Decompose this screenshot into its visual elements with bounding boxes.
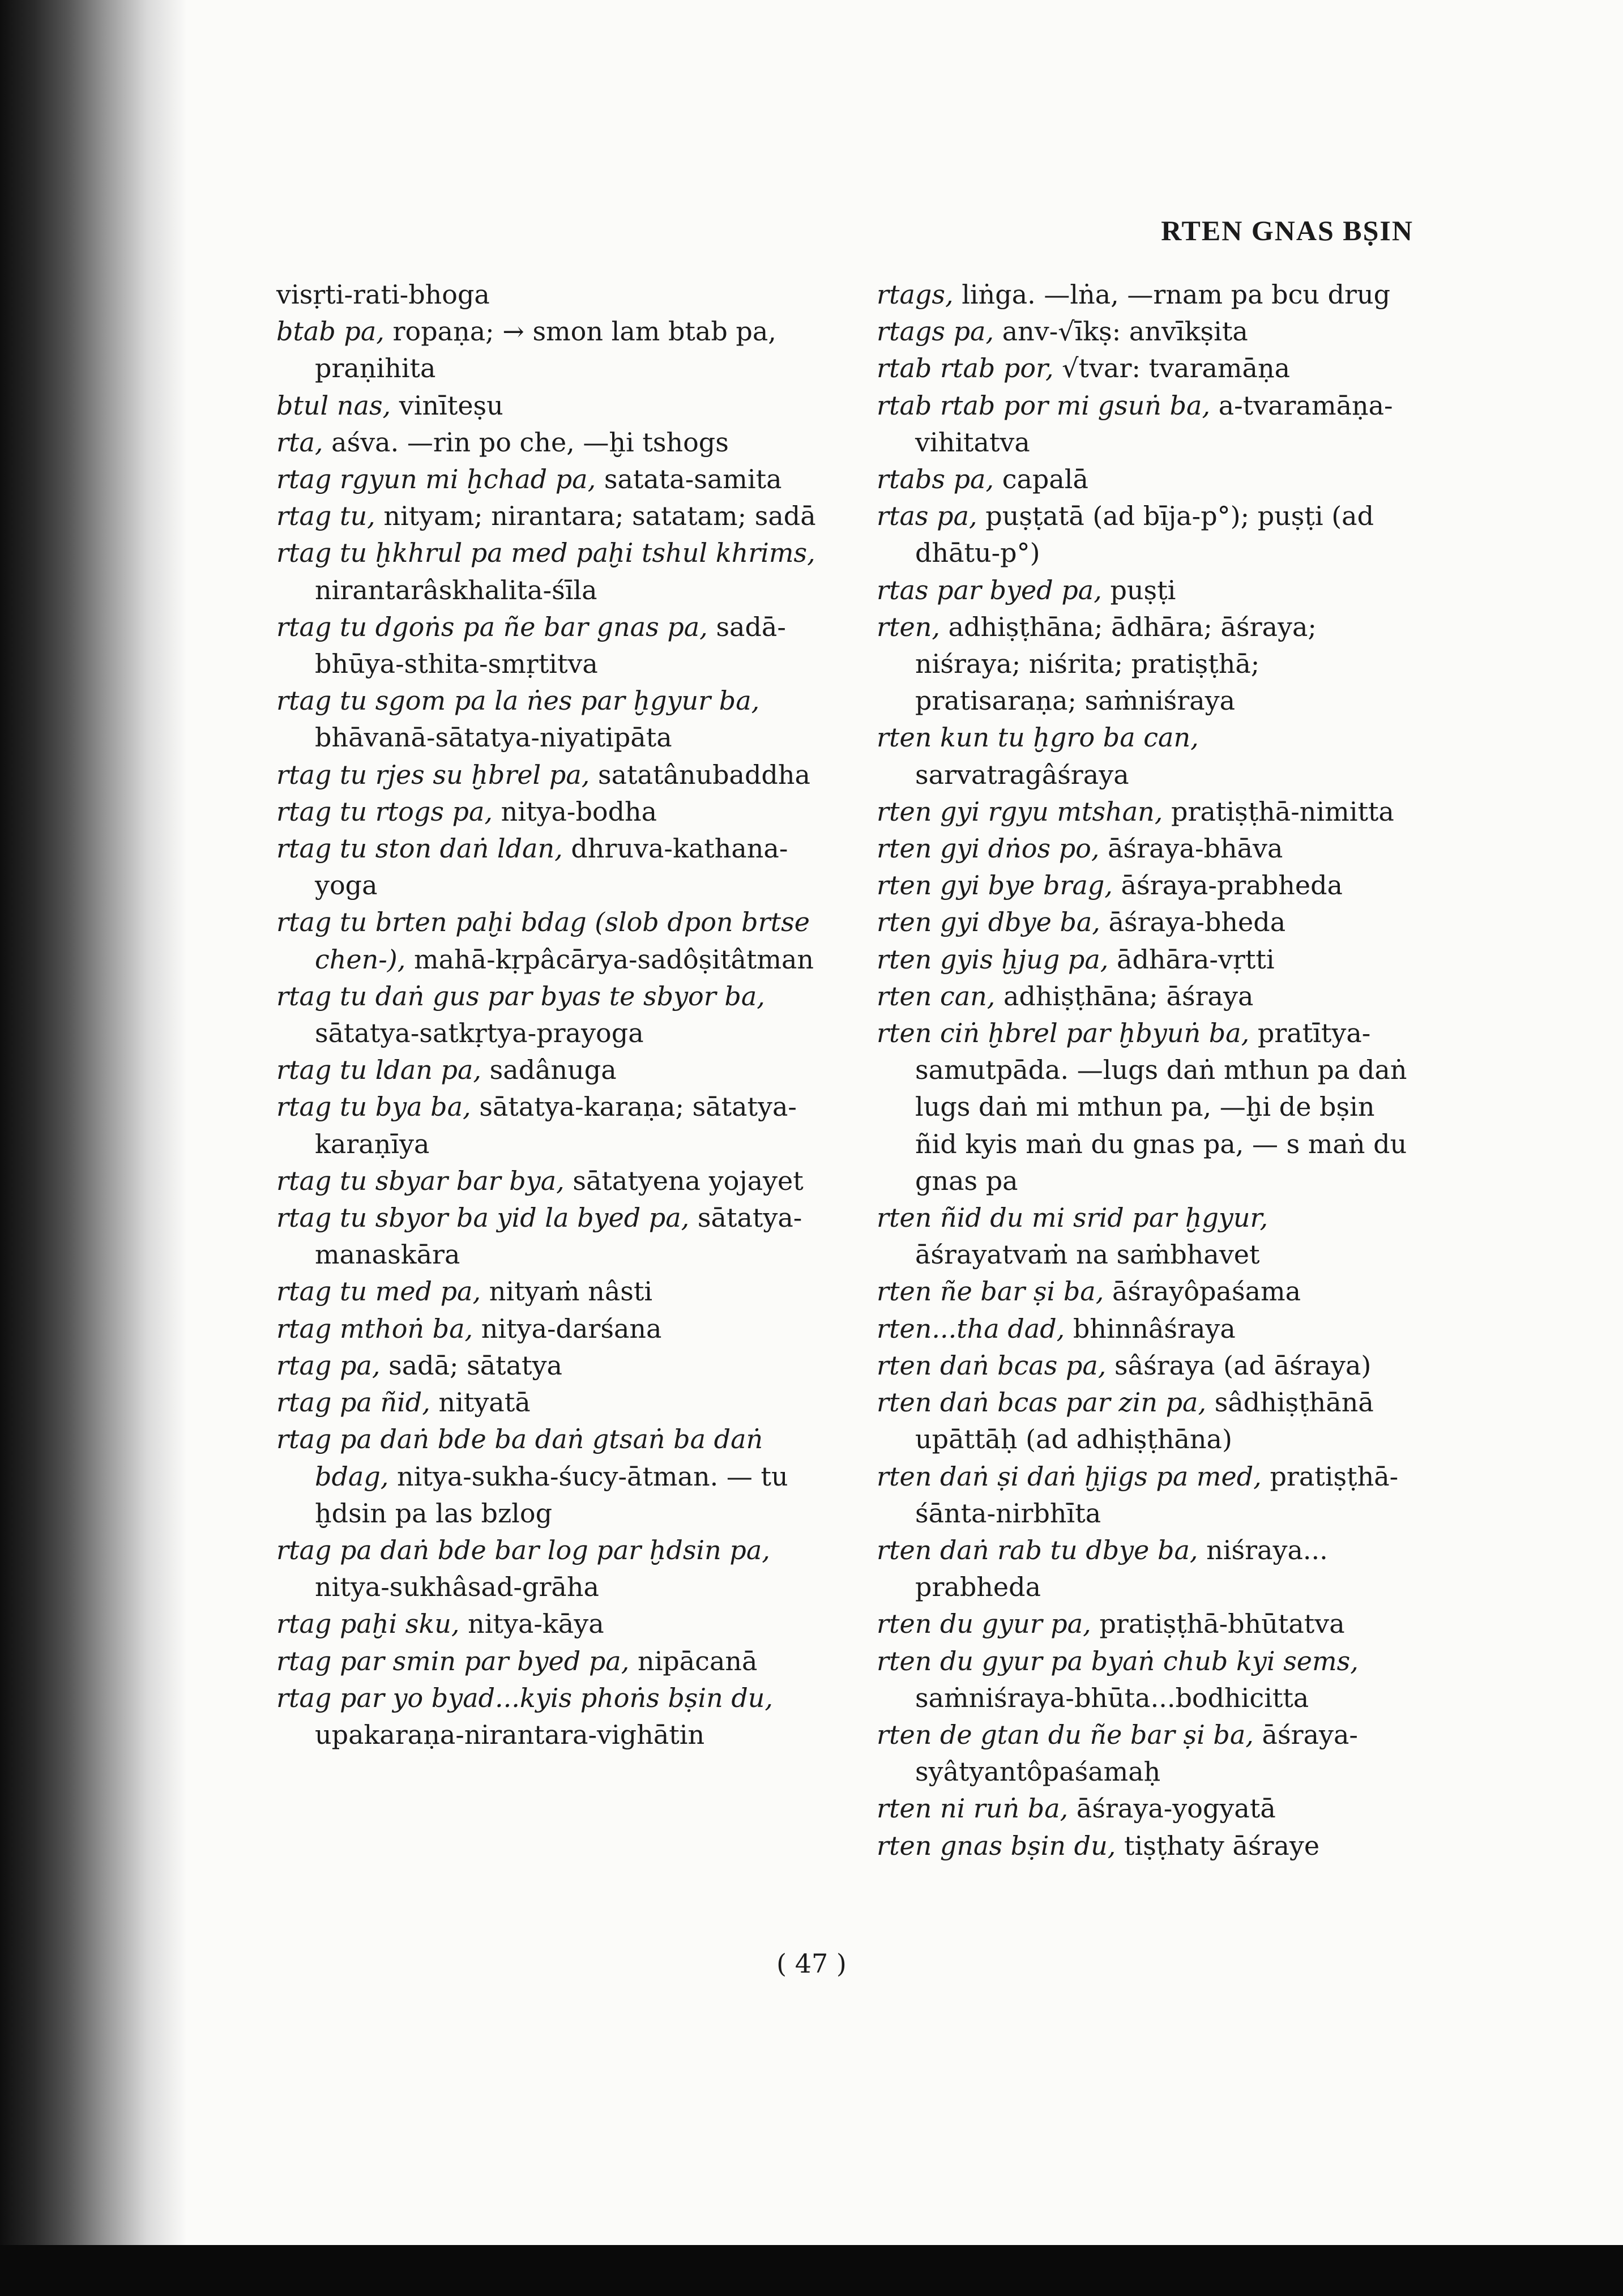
entry-term: rten, <box>877 611 940 642</box>
entry-gloss: nityaṁ nâsti <box>489 1276 653 1307</box>
dictionary-entry <box>877 609 1420 720</box>
entry-term: rtag mthoṅ ba, <box>276 1313 473 1344</box>
entry-gloss: sadânuga <box>489 1055 617 1086</box>
entry-gloss: bhinnâśraya <box>1073 1313 1236 1344</box>
dictionary-entry <box>877 1790 1420 1827</box>
entry-gloss: bhāvanā-sātatya-niyatipāta <box>315 722 672 753</box>
entry-gloss: capalā <box>1002 464 1088 495</box>
dictionary-entry <box>276 313 820 387</box>
entry-term: rtag tu rtogs pa, <box>276 796 493 827</box>
dictionary-entry <box>276 535 820 608</box>
entry-term: rtag tu sgom pa la ṅes par ḫgyur ba, <box>276 685 760 716</box>
dictionary-entry <box>877 1458 1420 1532</box>
entry-term: rtag tu sbyor ba yid la byed pa, <box>276 1202 690 1234</box>
entry-term: rtag tu dgoṅs pa ñe bar gnas pa, <box>276 611 708 642</box>
entry-term: rten gnas bṣin du, <box>877 1830 1116 1861</box>
dictionary-entry <box>276 978 820 1052</box>
dictionary-entry <box>276 1273 820 1310</box>
entry-gloss: √tvar: tvaramāṇa <box>1062 353 1290 384</box>
entry-term: rtag par smin par byed pa, <box>276 1645 630 1676</box>
entry-gloss: sarvatragâśraya <box>915 759 1129 790</box>
dictionary-entry <box>276 1421 820 1532</box>
entry-term: rten daṅ rab tu dbye ba, <box>877 1534 1198 1565</box>
entry-gloss: nipācanā <box>637 1645 758 1676</box>
dictionary-entry <box>877 719 1420 793</box>
entry-gloss: āśrayatvaṁ na saṁbhavet <box>915 1239 1260 1270</box>
entry-gloss: visṛti-rati-bhoga <box>276 279 490 310</box>
dictionary-entry <box>276 1680 820 1753</box>
entry-gloss: vinīteṣu <box>399 390 503 421</box>
dictionary-entry <box>877 1532 1420 1606</box>
dictionary-entry <box>276 387 820 424</box>
entry-term: rten ñe bar ṣi ba, <box>877 1276 1104 1307</box>
left-column <box>276 276 820 1753</box>
entry-gloss: nitya-sukha-śucy-ātman. — tu ḫdsin pa las bzlog <box>315 1461 788 1529</box>
entry-gloss: āśrayôpaśama <box>1112 1276 1301 1307</box>
dictionary-entry <box>877 941 1420 978</box>
entry-term: rten...tha dad, <box>877 1313 1065 1344</box>
entry-term: rtas par byed pa, <box>877 574 1102 605</box>
entry-term: btab pa, <box>276 316 385 347</box>
entry-term: rten gyi dṅos po, <box>877 833 1100 864</box>
entry-term: rtags, <box>877 279 954 310</box>
dictionary-entry <box>276 1347 820 1384</box>
dictionary-entry <box>877 313 1420 350</box>
entry-term: rtag pa ñid, <box>276 1387 430 1418</box>
entry-gloss: a-tvaramāṇa-vihitatva <box>915 390 1393 458</box>
entry-term: rtas pa, <box>877 501 977 532</box>
dictionary-entry <box>877 1717 1420 1790</box>
entry-gloss: āśraya-yogyatā <box>1076 1793 1276 1824</box>
entry-term: rtag pa daṅ bde ba daṅ gtsaṅ ba daṅ bdag, <box>276 1424 763 1492</box>
dictionary-entry <box>877 1200 1420 1273</box>
entry-term: rten gyi dbye ba, <box>877 907 1100 938</box>
dictionary-entry <box>877 1273 1420 1310</box>
dictionary-entry <box>276 498 820 535</box>
dictionary-entry <box>877 1384 1420 1458</box>
dictionary-entry <box>276 461 820 498</box>
dictionary-entry <box>276 276 820 313</box>
entry-term: rtabs pa, <box>877 464 994 495</box>
entry-gloss: sâdhiṣṭhānā upāttāḥ (ad adhiṣṭhāna) <box>915 1387 1374 1455</box>
dictionary-entry <box>877 572 1420 609</box>
dictionary-entry <box>877 978 1420 1015</box>
entry-gloss: ropaṇa; → smon lam btab pa, praṇihita <box>315 316 776 384</box>
entry-gloss: sadā-bhūya-sthita-smṛtitva <box>315 611 786 680</box>
entry-term: rtag pa, <box>276 1350 381 1381</box>
dictionary-entry <box>276 1384 820 1421</box>
entry-gloss: liṅga. —lṅa, —rnam pa bcu drug <box>962 279 1391 310</box>
entry-gloss: anv-√īkṣ: anvīkṣita <box>1002 316 1248 347</box>
entry-term: rtag tu, <box>276 501 375 532</box>
entry-gloss: āśraya-prabheda <box>1121 870 1343 901</box>
scan-bottom-edge <box>0 2245 1623 2296</box>
entry-gloss: nityatā <box>438 1387 531 1418</box>
entry-term: rta, <box>276 426 323 458</box>
entry-gloss: saṁniśraya-bhūta...bodhicitta <box>915 1682 1309 1713</box>
dictionary-entry <box>877 350 1420 387</box>
entry-term: rten can, <box>877 980 996 1012</box>
dictionary-entry <box>276 1532 820 1606</box>
entry-term: rtag tu ston daṅ ldan, <box>276 833 563 864</box>
dictionary-entry <box>877 387 1420 461</box>
entry-gloss: sātatya-karaṇa; sātatya-karaṇīya <box>315 1091 797 1159</box>
dictionary-entry <box>877 1828 1420 1864</box>
dictionary-entry <box>877 498 1420 571</box>
entry-gloss: upakaraṇa-nirantara-vighātin <box>315 1719 705 1750</box>
entry-gloss: sātatya-satkṛtya-prayoga <box>315 1018 644 1049</box>
dictionary-entry <box>276 1606 820 1642</box>
entry-term: rtag tu bya ba, <box>276 1091 471 1123</box>
entry-gloss: satata-samita <box>604 464 782 495</box>
entry-term: rten daṅ bcas pa, <box>877 1350 1107 1381</box>
entry-gloss: sātatya-manaskāra <box>315 1202 802 1270</box>
dictionary-entry <box>877 1015 1420 1200</box>
right-column <box>877 276 1420 1864</box>
entry-gloss: pratītya-samutpāda. —lugs daṅ mthun pa daṅ lugs daṅ mi mthun pa, —ḫi de bṣin ñid kyis maṅ du gnas pa, — s maṅ du gnas pa <box>915 1018 1407 1196</box>
dictionary-entry <box>877 1311 1420 1347</box>
entry-gloss: adhiṣṭhāna; ādhāra; āśraya; niśraya; niśrita; pratiṣṭhā; pratisaraṇa; saṁniśraya <box>915 611 1317 716</box>
entry-term: rtag tu ḫkhrul pa med paḫi tshul khrims, <box>276 537 815 569</box>
entry-gloss: nitya-bodha <box>501 796 657 827</box>
entry-gloss: nirantarâskhalita-śīla <box>315 574 597 605</box>
entry-term: rtag tu rjes su ḫbrel pa, <box>276 759 590 790</box>
entry-gloss: āśraya-bheda <box>1108 907 1286 938</box>
entry-term: rtags pa, <box>877 316 994 347</box>
entry-gloss: sâśraya (ad āśraya) <box>1114 1350 1372 1381</box>
entry-term: rtag paḫi sku, <box>276 1608 460 1640</box>
entry-term: rtag tu brten paḫi bdag (slob dpon brtse chen-), <box>276 907 810 975</box>
entry-term: rtag tu daṅ gus par byas te sbyor ba, <box>276 980 765 1012</box>
entry-term: rten du gyur pa byaṅ chub kyi sems, <box>877 1645 1359 1676</box>
entry-term: rten gyi rgyu mtshan, <box>877 796 1163 827</box>
entry-term: btul nas, <box>276 390 391 421</box>
entry-gloss: nitya-kāya <box>468 1608 604 1640</box>
entry-term: rten ni ruṅ ba, <box>877 1793 1069 1824</box>
entry-term: rtag par yo byad...kyis phoṅs bṣin du, <box>276 1682 774 1713</box>
dictionary-entry <box>276 830 820 904</box>
dictionary-entry <box>877 830 1420 867</box>
dictionary-entry <box>276 1052 820 1089</box>
entry-term: rtab rtab por, <box>877 353 1054 384</box>
dictionary-entry <box>276 904 820 978</box>
entry-gloss: nitya-sukhâsad-grāha <box>315 1572 599 1603</box>
dictionary-entry <box>877 867 1420 904</box>
dictionary-entry <box>276 757 820 793</box>
dictionary-entry <box>877 1347 1420 1384</box>
dictionary-entry <box>877 793 1420 830</box>
dictionary-entry <box>877 276 1420 313</box>
entry-term: rten du gyur pa, <box>877 1608 1091 1640</box>
entry-term: rtag tu ldan pa, <box>276 1055 482 1086</box>
dictionary-entry <box>276 1089 820 1162</box>
entry-term: rtag pa daṅ bde bar log par ḫdsin pa, <box>276 1534 770 1565</box>
entry-gloss: pratiṣṭhā-bhūtatva <box>1099 1608 1345 1640</box>
dictionary-entry <box>276 1200 820 1273</box>
entry-term: rten ciṅ ḫbrel par ḫbyuṅ ba, <box>877 1018 1250 1049</box>
entry-term: rten gyis ḫjug pa, <box>877 944 1109 975</box>
entry-term: rten ñid du mi srid par ḫgyur, <box>877 1202 1268 1234</box>
entry-term: rten kun tu ḫgro ba can, <box>877 722 1199 753</box>
running-header: RTEN GNAS BṢIN <box>1161 215 1413 246</box>
entry-gloss: aśva. —rin po che, —ḫi tshogs <box>331 426 729 458</box>
entry-gloss: nityam; nirantara; satatam; sadā <box>383 501 816 532</box>
entry-gloss: satatânubaddha <box>598 759 810 790</box>
entry-term: rten gyi bye brag, <box>877 870 1113 901</box>
entry-gloss: tiṣṭhaty āśraye <box>1124 1830 1320 1861</box>
entry-gloss: sadā; sātatya <box>388 1350 562 1381</box>
entry-term: rtab rtab por mi gsuṅ ba, <box>877 390 1211 421</box>
entry-gloss: pratiṣṭhā-nimitta <box>1171 796 1394 827</box>
dictionary-entry <box>877 461 1420 498</box>
dictionary-entry <box>276 609 820 682</box>
entry-gloss: āśraya-bhāva <box>1108 833 1283 864</box>
page-number: ( 47 ) <box>776 1948 847 1979</box>
entry-gloss: puṣṭatā (ad bīja-p°); puṣṭi (ad dhātu-p°) <box>915 501 1374 569</box>
dictionary-entry <box>877 1643 1420 1717</box>
dictionary-entry <box>877 904 1420 941</box>
entry-gloss: mahā-kṛpâcārya-sadôṣitâtman <box>413 944 814 975</box>
entry-gloss: pratiṣṭhā-śānta-nirbhīta <box>915 1461 1399 1529</box>
entry-gloss: puṣṭi <box>1110 574 1176 605</box>
entry-gloss: adhiṣṭhāna; āśraya <box>1003 980 1254 1012</box>
entry-term: rtag rgyun mi ḫchad pa, <box>276 464 596 495</box>
dictionary-entry <box>276 1163 820 1200</box>
dictionary-entry <box>276 1643 820 1680</box>
entry-gloss: niśraya... prabheda <box>915 1534 1328 1603</box>
entry-term: rten daṅ bcas par zin pa, <box>877 1387 1207 1418</box>
entry-gloss: sātatyena yojayet <box>573 1165 804 1196</box>
dictionary-entry <box>877 1606 1420 1642</box>
dictionary-entry <box>276 424 820 461</box>
entry-gloss: nitya-darśana <box>481 1313 662 1344</box>
dictionary-entry <box>276 1311 820 1347</box>
entry-term: rtag tu sbyar bar bya, <box>276 1165 565 1196</box>
entry-gloss: ādhāra-vṛtti <box>1117 944 1275 975</box>
entry-term: rten daṅ ṣi daṅ ḫjigs pa med, <box>877 1461 1262 1492</box>
entry-term: rten de gtan du ñe bar ṣi ba, <box>877 1719 1254 1750</box>
dictionary-entry <box>276 793 820 830</box>
entry-gloss: āśraya-syâtyantôpaśamaḥ <box>915 1719 1358 1787</box>
entry-gloss: dhruva-kathana-yoga <box>315 833 788 901</box>
dictionary-entry <box>276 682 820 756</box>
entry-term: rtag tu med pa, <box>276 1276 481 1307</box>
